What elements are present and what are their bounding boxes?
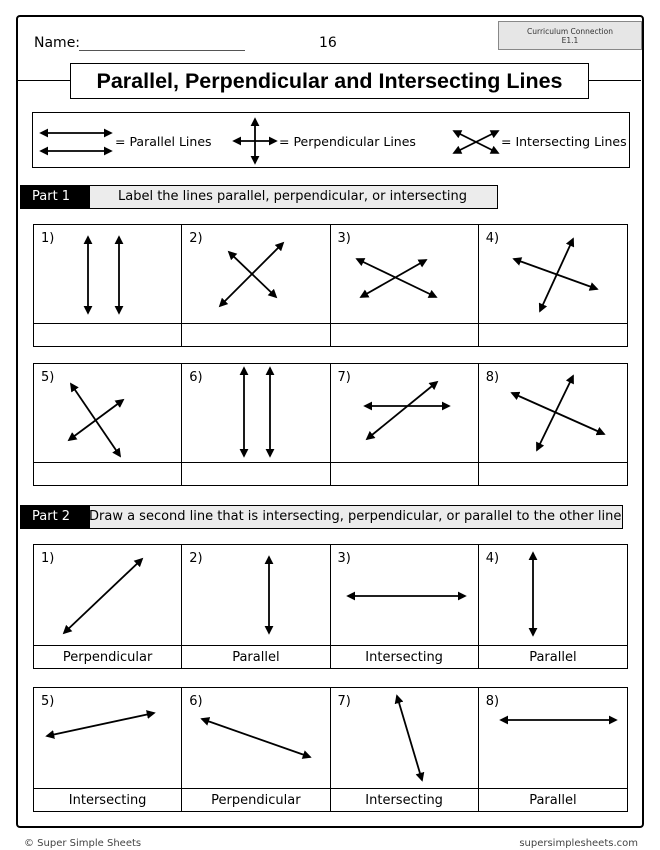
problem-number: 2) (189, 551, 203, 566)
title-rule-left (18, 80, 70, 81)
part1-header (20, 185, 498, 209)
line-diagram (34, 364, 182, 462)
part2-header (20, 505, 623, 529)
answer-label: Parallel (182, 645, 329, 668)
part2-cell-4 (479, 545, 627, 668)
line-diagram (34, 225, 182, 323)
part1-cell-7 (331, 364, 479, 485)
problem-number: 1) (41, 231, 55, 246)
line-diagram (331, 545, 479, 645)
line-diagram (182, 688, 330, 788)
answer-field[interactable] (479, 323, 627, 346)
answer-label: Perpendicular (34, 645, 181, 668)
footer-copyright: © Super Simple Sheets (24, 838, 142, 849)
answer-label: Parallel (479, 788, 627, 811)
problem-number: 3) (337, 231, 351, 246)
answer-field[interactable] (479, 462, 627, 485)
part1-cell-4 (479, 225, 627, 346)
problem-number: 3) (337, 551, 351, 566)
name-label: Name: (34, 35, 81, 51)
answer-label: Perpendicular (182, 788, 329, 811)
legend-perpendicular-label: = Perpendicular Lines (279, 134, 416, 149)
part1-cell-2 (182, 225, 330, 346)
part1-cell-8 (479, 364, 627, 485)
problem-number: 8) (485, 370, 500, 385)
part1-cell-5 (34, 364, 182, 485)
line-diagram (479, 688, 627, 788)
problem-number: 5) (41, 694, 55, 709)
perpendicular-lines-icon (232, 117, 278, 165)
curriculum-code: E1.1 (561, 36, 579, 45)
legend-box (32, 112, 630, 168)
part2-cell-5 (34, 688, 182, 811)
part2-cell-3 (331, 545, 479, 668)
answer-field[interactable] (182, 323, 329, 346)
part1-row2 (33, 363, 628, 486)
problem-number: 7) (337, 370, 351, 385)
answer-label: Intersecting (34, 788, 181, 811)
part2-row2 (33, 687, 628, 812)
part2-cell-2 (182, 545, 330, 668)
problem-number: 7) (337, 694, 351, 709)
answer-field[interactable] (331, 323, 478, 346)
part2-row1 (33, 544, 628, 669)
legend-intersecting-label: = Intersecting Lines (501, 134, 627, 149)
part2-cell-7 (331, 688, 479, 811)
part2-cell-8 (479, 688, 627, 811)
line-diagram (182, 545, 330, 645)
problem-number: 8) (485, 694, 500, 709)
line-diagram (479, 364, 627, 462)
answer-field[interactable] (34, 323, 181, 346)
problem-number: 6) (189, 694, 203, 709)
title-rule-right (589, 80, 641, 81)
legend-parallel-label: = Parallel Lines (115, 134, 212, 149)
part2-tab: Part 2 (21, 506, 90, 528)
answer-field[interactable] (182, 462, 329, 485)
problem-number: 5) (41, 370, 55, 385)
line-diagram (479, 545, 627, 645)
curriculum-title: Curriculum Connection (527, 27, 613, 36)
line-diagram (331, 688, 479, 788)
part1-row1 (33, 224, 628, 347)
line-diagram (34, 545, 182, 645)
part2-cell-6 (182, 688, 330, 811)
part1-cell-3 (331, 225, 479, 346)
problem-number: 6) (189, 370, 203, 385)
line-diagram (182, 364, 330, 462)
curriculum-connection-box (498, 21, 642, 50)
part2-instruction: Draw a second line that is intersecting, perpendicular, or parallel to the other line (89, 509, 622, 524)
problem-number: 4) (485, 231, 500, 246)
answer-field[interactable] (34, 462, 181, 485)
part1-tab: Part 1 (21, 186, 90, 208)
line-diagram (34, 688, 182, 788)
line-diagram (331, 364, 479, 462)
answer-label: Intersecting (331, 788, 478, 811)
problem-number: 1) (41, 551, 55, 566)
line-diagram (331, 225, 479, 323)
line-diagram (479, 225, 627, 323)
intersecting-lines-icon (451, 127, 501, 157)
part1-instruction: Label the lines parallel, perpendicular, or intersecting (118, 189, 468, 204)
part2-cell-1 (34, 545, 182, 668)
answer-label: Intersecting (331, 645, 478, 668)
part1-cell-1 (34, 225, 182, 346)
part1-cell-6 (182, 364, 330, 485)
problem-number: 4) (485, 551, 500, 566)
name-input-line[interactable] (79, 50, 245, 51)
answer-label: Parallel (479, 645, 627, 668)
problem-number: 2) (189, 231, 203, 246)
page-number: 16 (319, 35, 337, 51)
answer-field[interactable] (331, 462, 478, 485)
footer-website[interactable]: supersimplesheets.com (519, 838, 638, 849)
line-diagram (182, 225, 330, 323)
parallel-lines-icon (38, 125, 114, 159)
page-title: Parallel, Perpendicular and Intersecting Lines (70, 63, 589, 99)
